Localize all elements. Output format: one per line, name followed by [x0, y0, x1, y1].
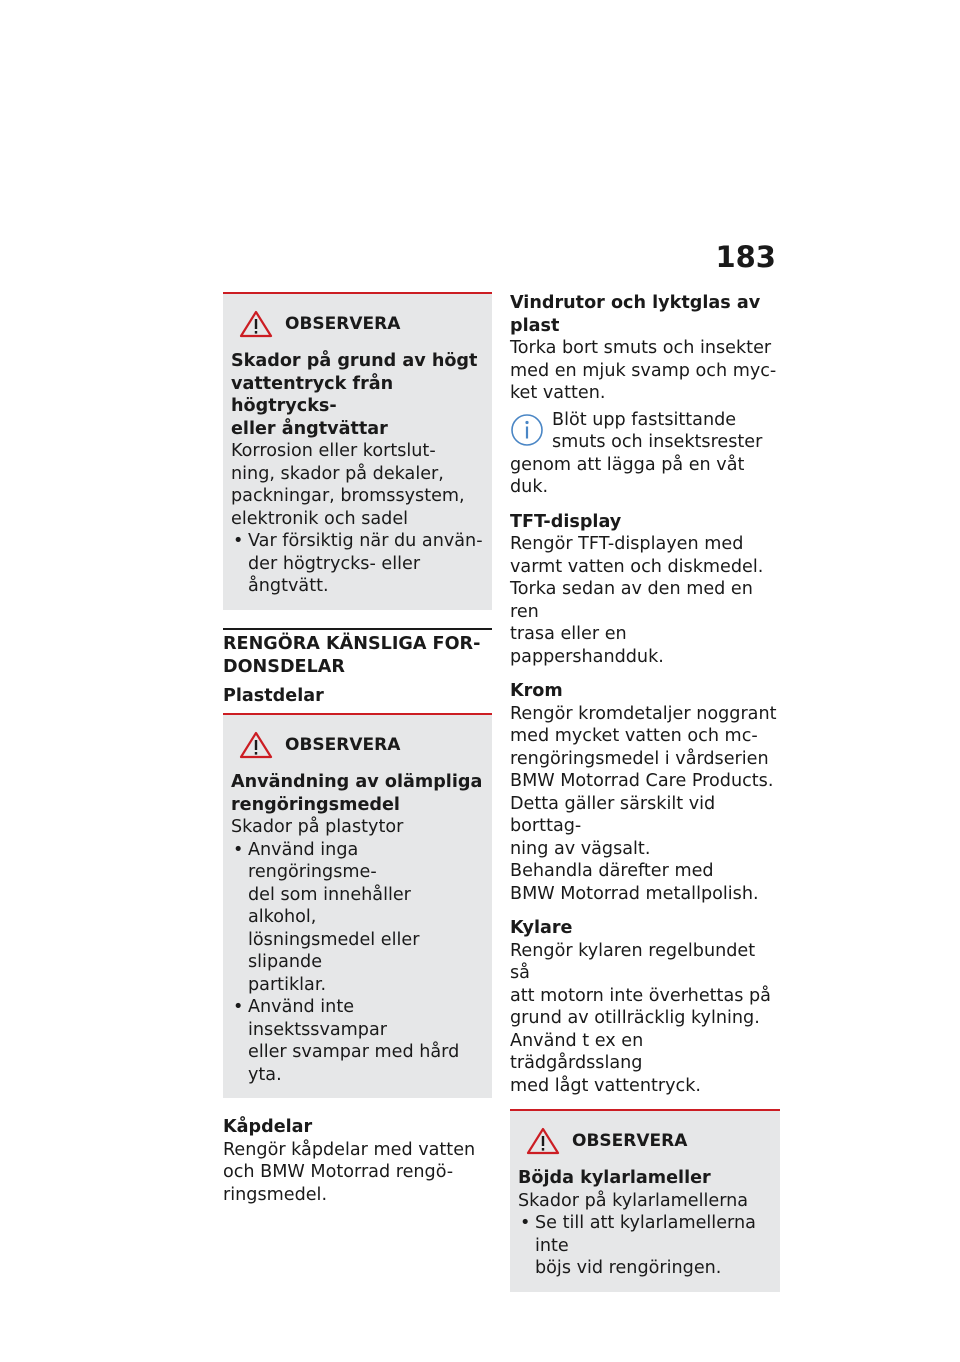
notice-title-line: eller ångtvättar [231, 418, 388, 439]
notice-title-line: Böjda kylarlameller [518, 1168, 711, 1188]
left-column [223, 292, 492, 1206]
body-line: Använd t ex en trädgårdsslang [510, 1030, 644, 1073]
body-line: trasa eller en pappershandduk. [510, 624, 664, 667]
notice-header [239, 310, 484, 338]
notice-bullet [231, 839, 484, 997]
notice-body-line: elektronik och sadel [231, 508, 409, 529]
notice-bullet [231, 530, 484, 598]
info-line: genom att lägga på en våt duk. [510, 454, 745, 497]
bullet-line: böjs vid rengöringen. [535, 1258, 722, 1278]
info-line: Blöt upp fastsittande [552, 409, 737, 430]
body-line: grund av otillräcklig kylning. [510, 1008, 760, 1028]
body-line: Rengör kylaren regelbundet så [510, 940, 756, 983]
bullet-line: der högtrycks- eller ångtvätt. [248, 553, 421, 596]
body-line: och BMW Motorrad rengö- [223, 1162, 454, 1182]
body-line: varmt vatten och diskmedel. [510, 556, 764, 577]
bullet-line: • Se till att kylarlamellerna inte [535, 1213, 756, 1256]
notice-radiator-fins [510, 1109, 780, 1292]
notice-title-line: Användning av olämpliga [231, 772, 483, 792]
body-line: Rengör kromdetaljer noggrant [510, 703, 777, 724]
notice-body-line: Skador på kylarlamellerna [518, 1190, 749, 1211]
warning-icon [526, 1127, 560, 1155]
body-line: med lågt vattentryck. [510, 1075, 702, 1096]
body-line: BMW Motorrad metallpolish. [510, 883, 759, 904]
page-number: 183 [715, 240, 776, 274]
section-title-line: RENGÖRA KÄNSLIGA FOR- [223, 633, 481, 654]
bullet-line: partiklar. [248, 974, 327, 995]
notice-label: OBSERVERA [572, 1131, 688, 1151]
bullet-line: • Använd inga rengöringsme- [248, 839, 377, 882]
notice-title-line: rengöringsmedel [231, 794, 400, 815]
body-line: med en mjuk svamp och myc- [510, 360, 777, 381]
notice-body-line: ning, skador på dekaler, [231, 463, 444, 484]
body-line: Rengör TFT-displayen med [510, 534, 744, 554]
bullet-line: lösningsmedel eller slipande [248, 929, 420, 972]
notice-high-pressure [223, 292, 492, 610]
subheading-kylare: Kylare [510, 918, 573, 938]
body-line: rengöringsmedel i vårdserien [510, 748, 769, 769]
body-line: Rengör kåpdelar med vatten [223, 1139, 476, 1160]
bullet-line: • Var försiktig när du använ- [248, 531, 483, 551]
subheading-vindrutor: Vindrutor och lyktglas av plast [510, 293, 761, 336]
warning-icon [239, 731, 273, 759]
section-title [223, 628, 492, 679]
warning-icon [239, 310, 273, 338]
body-line: Torka bort smuts och insekter [510, 338, 772, 358]
body-line: Torka sedan av den med en ren [510, 579, 753, 622]
body-line: ringsmedel. [223, 1184, 328, 1205]
notice-header [526, 1127, 772, 1155]
notice-bullet [231, 996, 484, 1086]
notice-header [239, 731, 484, 759]
body-line: med mycket vatten och mc- [510, 726, 758, 746]
bullet-line: del som innehåller alkohol, [248, 884, 411, 927]
notice-body-line: Skador på plastytor [231, 817, 404, 837]
notice-body-line: Korrosion eller kortslut- [231, 441, 436, 461]
subheading-plastdelar: Plastdelar [223, 685, 324, 706]
info-line: smuts och insektsrester [552, 432, 763, 452]
subheading-tft: TFT-display [510, 511, 622, 532]
info-tip [510, 409, 780, 454]
notice-cleaning-agents [223, 713, 492, 1098]
notice-bullet [518, 1212, 772, 1280]
body-line: ning av vägsalt. [510, 838, 651, 859]
subheading-kapdelar: Kåpdelar [223, 1117, 313, 1137]
notice-label: OBSERVERA [285, 735, 401, 755]
bullet-line: • Använd inte insektssvampar [248, 997, 387, 1040]
section-title-line: DONSDELAR [223, 656, 345, 677]
notice-label: OBSERVERA [285, 314, 401, 334]
bullet-line: eller svampar med hård yta. [248, 1042, 460, 1085]
body-line: ket vatten. [510, 383, 606, 403]
subheading-krom: Krom [510, 681, 563, 701]
info-icon [510, 413, 544, 447]
notice-body-line: packningar, bromssystem, [231, 486, 465, 506]
body-line: BMW Motorrad Care Products. [510, 771, 774, 791]
notice-title-line: vattentryck från högtrycks- [231, 373, 394, 416]
body-line: Behandla därefter med [510, 861, 714, 881]
body-line: Detta gäller särskilt vid borttag- [510, 793, 716, 836]
notice-title-line: Skador på grund av högt [231, 351, 478, 371]
right-column [510, 292, 780, 1310]
body-line: att motorn inte överhettas på [510, 985, 771, 1006]
